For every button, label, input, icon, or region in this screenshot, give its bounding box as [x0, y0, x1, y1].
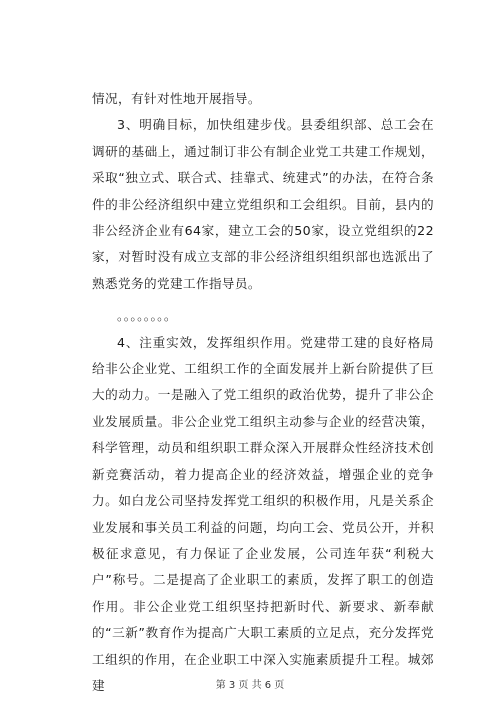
paragraph-continuation: 情况，有针对性地开展指导。	[92, 91, 261, 106]
paragraph-item-3: 3、明确目标，加快组建步伐。县委组织部、总工会在调研的基础上，通过制订非公有制企业党工共建工作规划，采取“独立式、联合式、挂靠式、统建式”的办法，在符合条件的非公经济组织中建立党组织和工会组织。目前，县内的非公经济企业有64家，建立工会的50家，设立党组织的22家，对暂时没有成立支部的非公经济组织组织部也选派出了熟悉党务的党建工作指导员。	[92, 117, 434, 291]
paragraph-ellipsis: 。。。。。。。。	[117, 308, 177, 324]
paragraph-item-4: 4、注重实效，发挥组织作用。党建带工建的良好格局给非公企业党、工组织工作的全面发展并上新台阶提供了巨大的动力。一是融入了党工组织的政治优势，提升了非公企业发展质量。非公企业党工组织主动参与企业的经营决策，科学管理，动员和组织职工群众深入开展群众性经济技术创新竞赛活动，着力提高企业的经济效益，增强企业的竞争力。如白龙公司坚持发挥党工组织的积极作用，凡是关系企业发展和事关员工利益的问题，均向工会、党员公开，并积极征求意见，有力保证了企业发展，公司连年获“利税大户”称号。二是提高了企业职工的素质，发挥了职工的创造作用。非公企业党工组织坚持把新时代、新要求、新奉献的“三新”教育作为提高广大职工素质的立足点，充分发挥党工组织的作用，在企业职工中深入实施素质提升工程。城郊建	[92, 334, 434, 693]
page-number-footer: 第 3 页 共 6 页	[215, 680, 285, 691]
document-body	[92, 86, 434, 699]
